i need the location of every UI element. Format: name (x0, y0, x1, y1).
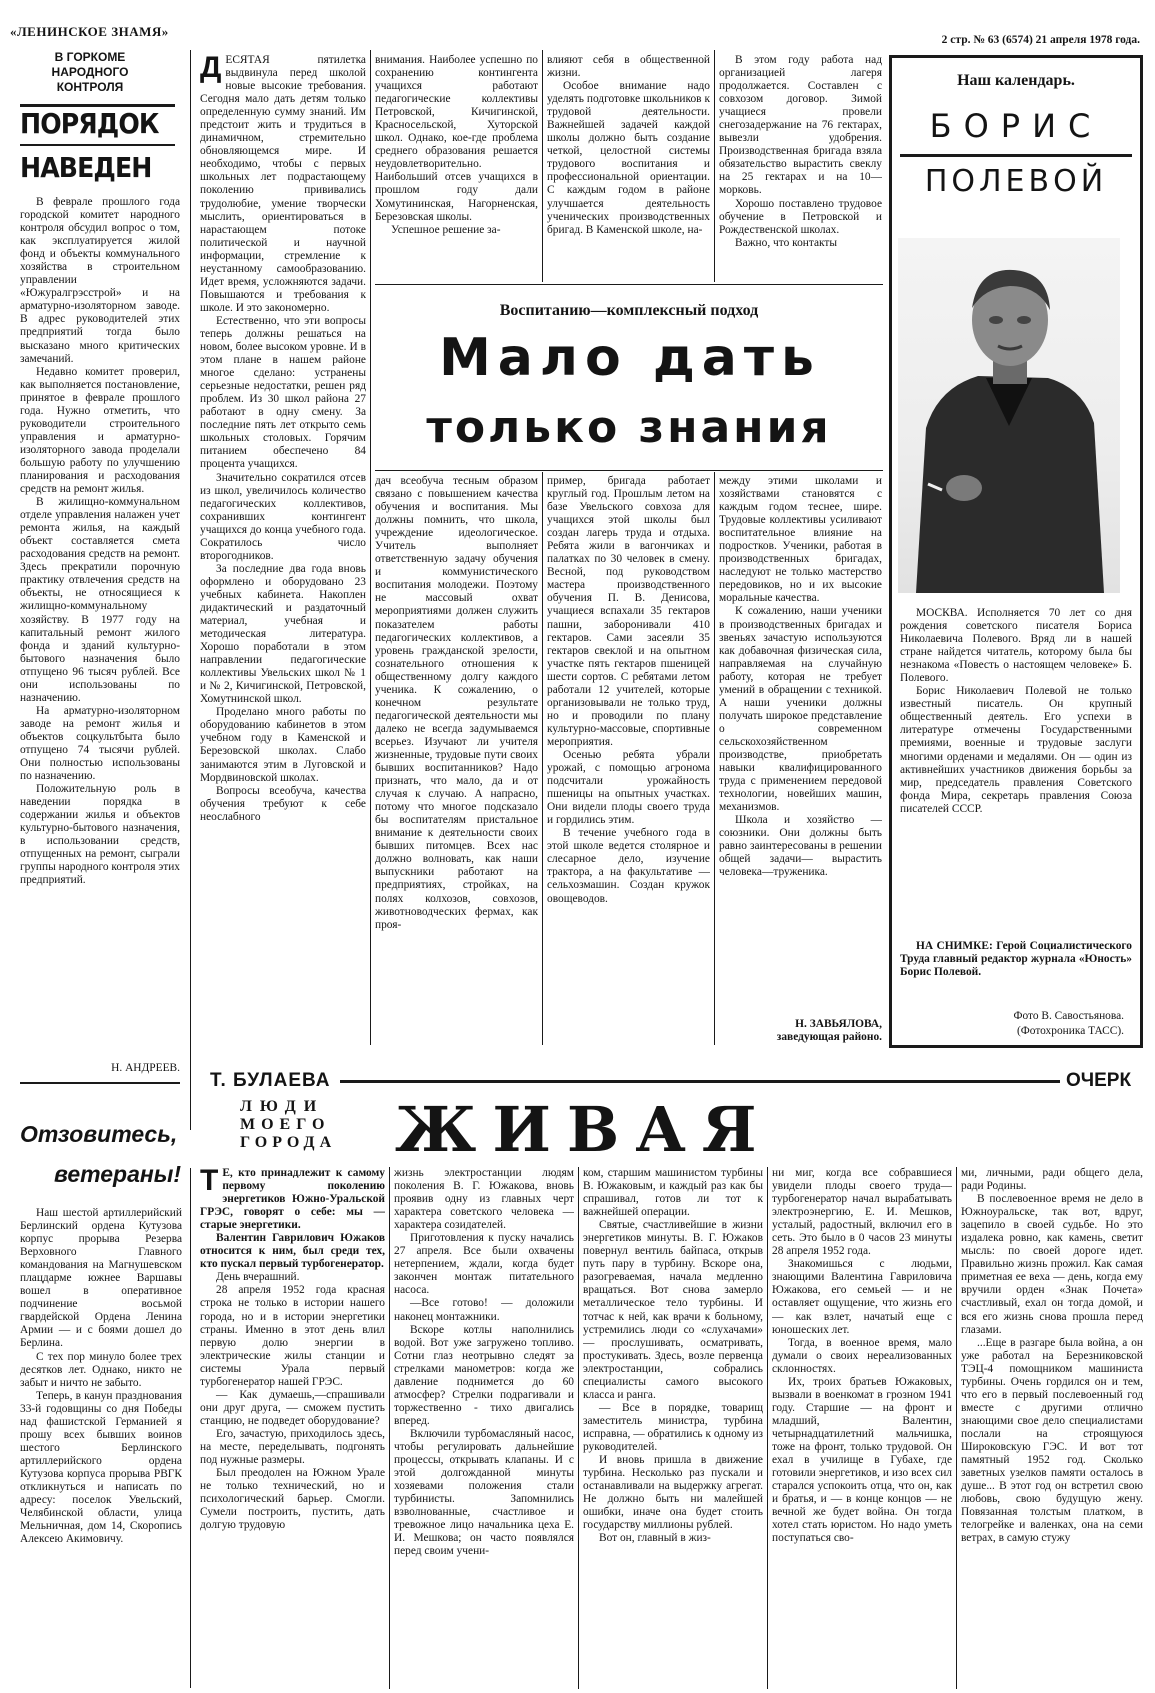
veterans-title-1: Отзовитесь, (20, 1121, 178, 1147)
masthead-paper-name: «ЛЕНИНСКОЕ ЗНАМЯ» (10, 24, 169, 39)
education-headline-top-rule (375, 284, 883, 285)
education-title-1: Мало дать (439, 328, 821, 388)
ocherk-rule-1 (389, 1167, 390, 1689)
calendar-credit-2: (Фотохроника ТАСС). (1016, 1025, 1124, 1037)
ocherk-author: Т. БУЛАЕВА (210, 1070, 331, 1091)
education-column-4: между этими школами и хозяйствами становятся с каждым годом теснее, шире. Трудовые коллективы усиливают воспитательное влияние на подростков. Ученики, работая в производственных бригадах, наследуют не только мастерство передовиков, но и их высокие моральные качества. К сожалению, наши ученики в производственных бригадах и звеньях зачастую используются как добавочная физическая сила, направляемая на случайную работу, которая не требует умений в обращении с техникой. А наши ученики должны получать широкое представление о современном сельскохозяйственном производстве, приобретать навыки квалифицированного труда с применением передовой технологии, новейших машин, механизмов. Школа и хозяйство — союзники. Они должны быть равно заинтересованы в решении общей задачи— вырастить человека—труженика. (719, 475, 882, 879)
control-title-1: ПОРЯДОК (20, 107, 159, 140)
calendar-caption: НА СНИМКЕ: Герой Социалистического Труда главный редактор журнала «Юность» Борис Полевой. (900, 940, 1132, 979)
ocherk-column-5: ми, личными, ради общего дела, ради Родины. В послевоенное время не дело в Южноуральске, так вот, вдруг, зацепило в своей судьбе. Но это издалека ровно, как камень, светит мысль: по своей дороге идет. Правильно жизнь прожил. Как самая приметная ее веха — день, когда ему вручили орден «Знак Почета» счастливый, ехал он тогда домой, и вся его жизнь снова прошла перед глазами. ...Еще в разгаре была война, а он уже работал на Березниковской ТЭЦ-4 помощником машиниста турбины. Очень гордился он и тем, что его в первый послевоенный год вместе с другими отлично знающими свое дело специалистами послали на строящуюся Широковскую ГЭС. И вот тот памятный 1952 год. Сколько заветных узелков памяти осталось в душе... В этот год он встретил свою любовь, свою будущую жену. Повязанная толстым платком, в телогрейке и валенках, она на семи ветрах, в самую стужу (961, 1167, 1143, 1545)
education-column-2: дач всеобуча тесным образом связано с повышением качества обучения и воспитания. Мы должны помнить, что школа, учреждение идеологическое. Учитель выполняет ответственную задачу обучения и коммунистического воспитания молодежи. Поэтому не массовый охват мероприятиями должен служить показателем работы педагогических коллективов, а уровень гражданской зрелости, сознательного отношения к общественному долгу каждого ученика. К сожалению, о конечном результате педагогической деятельности мы далеко не всегда задумываемся всерьез. Изучают ли учителя жизненные, трудовые пути своих бывших воспитанников? Надо признать, что мало, да и от случая к случаю. А напрасно, потому что многое подсказало бы воспитателям пристальное внимание к деятельности своих бывших питомцев. Всех нас должно волновать, как наши выпускники работают на предприятиях, стройках, на полях колхозов, совхозов, животноводческих фермах, как проя- (375, 475, 538, 931)
ocherk-column-4: ни миг, когда все собравшиеся увидели плоды своего труда— турбогенератор начал вырабатывать электроэнергию, Е. И. Мешков, усталый, радостный, включил его в сеть. Это было в 0 часов 23 минуты 28 апреля 1952 года. Знакомишься с людьми, знающими Валентина Гавриловича Южакова, его семьей — и не оставляет ощущение, что жизнь его — как взлет, начатый еще с юношеских лет. Тогда, в военное время, мало думали о своих нереализованных склонностях. Их, троих братьев Южаковых, вызвали в военкомат в грозном 1941 году. Старшие — на фронт и младший, Валентин, четырнадцатилетний мальчишка, тоже на фронт, только трудовой. Он ехал в училище в Губахе, где готовили энергетиков, и изо всех сил старался успокоить отца, что он, как и братья, и — в конце концов — не вечной же будет война. Он тогда хотел стать юристом. Но надо уметь поступаться сво- (772, 1167, 952, 1545)
ocherk-series-3: ГОРОДА (240, 1134, 337, 1151)
control-title-2: НАВЕДЕН (20, 151, 152, 184)
control-article-body: В феврале прошлого года городской комитет народного контроля обсудил вопрос о том, как эксплуатируется жилой фонд и объекты коммунального хозяйства в строительном управлении «Южуралгрэсстрой» и на арматурно-изоляторном заводе. В адрес руководителей этих предприятий тогда было высказано много критических замечаний. Недавно комитет проверил, как выполняется постановление, принятое в феврале прошлого года. Нужно отметить, что руководители строительного управления и арматурно-изоляторного завода проделали большую работу по улучшению планирования и расходования средств на ремонт жилья. В жилищно-коммунальном отделе управления налажен учет ремонта жилья, на каждый объект составляется смета расходования средств на ремонт. Здесь прекратили порочную практику отвлечения средств на объекты, не относящиеся к жилищно-коммунальному хозяйству. В 1977 году на капитальный ремонт жилого фонда и зданий культурно-бытового назначения было отпущено 96 тысяч рублей. Все они использованы по назначению. На арматурно-изоляторном заводе на ремонт жилья и объектов соцкультбыта было отпущено 74 тысячи рублей. Они полностью использованы по назначению. Положительную роль в наведении порядка в содержании жилья и объектов культурно-бытового назначения, в использовании средств, отпущенных на ремонт, сыграли группы народного контроля этих предприятий. (20, 196, 180, 887)
calendar-kicker: Наш календарь. (957, 72, 1075, 89)
calendar-body: МОСКВА. Исполняется 70 лет со дня рождения советского писателя Бориса Николаевича Полевого. Вряд ли в нашей стране найдется читатель, которому была бы незнакома «Повесть о настоящем человеке» Б. Полевого. Борис Николаевич Полевой не только известный писатель. Он крупный общественный деятель. Его успехи в литературе отмечены Государственными премиями, военные и трудовые заслуги многими орденами и медалями. Он — один из активнейших участников движения борьбы за мир, председатель правления Советского фонда Мира, секретарь правления Союза писателей СССР. (900, 607, 1132, 815)
ocherk-column-1: Т Е, кто принадлежит к самому первому поколению энергетиков Южно-Уральской ГРЭС, говорят о себе: мы — старые энергетики. Валентин Гаврилович Южаков относится к ним, был среди тех, кто пускал первый турбогенератор. День вчерашний. 28 апреля 1952 года красная строка не только в истории нашего города, но и в истории энергетики страны. Именно в этот день влил первую долю энергии в электрические жилы станции и системы Урала первый турбогенератор нашей ГРЭС. — Как думаешь,—спрашивали они друг друга, — сможем пустить станцию, не подведет оборудование? Его, зачастую, приходилось здесь, на месте, переделывать, подгонять под нужные размеры. Был преодолен на Южном Урале не только технический, но и психологический барьер. Смогли. Сумели построить, пустить, дать долгую трудовую (200, 1167, 385, 1532)
edu-rule-1 (370, 50, 371, 1045)
education-column-3: пример, бригада работает круглый год. Прошлым летом на базе Увельского совхоза для учащихся этой школы был создан лагерь труда и отдыха. Ребята жили в вагончиках и палатках по 30 человек в смену. Весной, под руководством мастера производственного обучения П. В. Денисова, учащиеся вспахали 35 гектаров пашни, заборонивали 410 гектаров. Сами засеяли 35 гектаров свеклой и на опытном участке пять гектаров пшеницей шести сортов. С ребятами летом работали 12 учителей, которые организовывали не только труд, но и проводили по плану культурно-массовые, спортивные мероприятия. Осенью ребята убрали урожай, с помощью агронома подсчитали урожайность пшеницы на опытных участках. Они видели плоды своего труда и гордились этим. В течение учебного года в этой школе ведется столярное и слесарное дело, изучение трактора, а на факультативе — сельхозмашин. Создан кружок овощеводов. (547, 475, 710, 905)
calendar-name-1: БОРИС (929, 107, 1103, 145)
edu-rule-2-top (542, 50, 543, 282)
ocherk-header-rule (340, 1080, 1060, 1083)
ocherk-rule-4 (956, 1167, 957, 1689)
control-rubric: В ГОРКОМЕ НАРОДНОГО КОНТРОЛЯ (51, 50, 129, 94)
ocherk-rubric: ОЧЕРК (1066, 1070, 1132, 1091)
veterans-body: Наш шестой артиллерийский Берлинский ордена Кутузова корпус прорыва Резерва Верховного Главного командования на Магнушевском плацдарме южнее Варшавы вошел в оперативное подчинение восьмой гвардейской Ордена Ленина Армии — и с боями дошел до Берлина. С тех пор минуло более трех десятков лет. Однако, никто не забыт и ничто не забыто. Теперь, в канун празднования 33-й годовщины со дня Победы над фашистской Германией я прошу всех бывших воинов шестого Берлинского артиллерийского ордена Кутузова корпуса прорыва РВГК откликнуться и написать по адресу: поселок Увельский, Челябинской области, улица Мельничная, дом 14, Скоропись Алексею Акимовичу. (20, 1207, 182, 1546)
ocherk-series-2: МОЕГО (240, 1116, 331, 1133)
calendar-name-2: ПОЛЕВОЙ (924, 164, 1108, 199)
column-rule-left (190, 50, 191, 1130)
calendar-credit-1: Фото В. Савостьянова. (1013, 1010, 1124, 1022)
ocherk-title: ЖИВАЯ (395, 1093, 773, 1166)
ocherk-series-1: ЛЮДИ (240, 1098, 325, 1115)
education-headline-bottom-rule (375, 470, 883, 471)
education-title-2: только знания (426, 402, 832, 453)
control-mid-rule (20, 144, 175, 146)
ocherk-rule-3 (767, 1167, 768, 1689)
ocherk-column-3: ком, старшим машинистом турбины В. Южаковым, и каждый раз как бы спрашивал, готов ли тот к важнейшей операции. Святые, счастливейшие в жизни энергетиков минуты. В. Г. Южаков повернул вентиль байпаса, открыв путь пару в турбину. Вскоре она, разогреваемая, начала медленно вращаться. Вот снова замерло металлическое тело турбины. И тотчас к ней, как врачи к больному, устремились люди со «слухачами» — прослушивать, осматривать, простукивать. Здесь, возле первенца электростанции, собрались специалисты самого высокого класса и ранга. — Все в порядке, товарищ заместитель министра, турбина исправна, — обратились к одному из руководителей. И вновь пришла в движение турбина. Несколько раз пускали и останавливали на выдержку агрегат. Не должно быть ни малейшей ошибки, иначе она будет стоить государству миллионы рублей. Вот он, главный в жиз- (583, 1167, 763, 1545)
edu-rule-2 (542, 472, 543, 1045)
portrait-photo (898, 238, 1120, 593)
education-dropcap: Д (200, 54, 222, 84)
edu-rule-3 (714, 472, 715, 1045)
control-bottom-rule (20, 1082, 180, 1084)
calendar-name-rule (900, 154, 1132, 157)
education-column-3-top: влияют себя в общественной жизни. Особое внимание надо уделять подготовке школьников к трудовой деятельности. Важнейшей задачей каждой школы должно быть создание четкой, целостной системы трудового воспитания и профессиональной ориентации. С каждым годом в районе улучшается деятельность ученических производственных бригад. В Каменской школе, на- (547, 54, 710, 236)
ocherk-column-2: жизнь электростанции людям поколения В. Г. Южакова, вновь проявив одну из главных черт характера советского человека — характера созидателей. Приготовления к пуску начались 27 апреля. Все были охвачены нетерпением, ждали, когда будет закончен монтаж питательного насоса. —Все готово! — доложили наконец монтажники. Вскоре котлы наполнились водой. Вот уже загружено топливо. Сотни глаз неотрывно следят за стрелками манометров: когда же давление поднимется до 60 атмосфер? Стрелки подрагивали и торжественно - тихо двигались вперед. Включили турбомасляный насос, чтобы регулировать дальнейшие процессы, открывать клапаны. И с этой долгожданной минуты хозяевами положения стали турбинисты. Запомнились взволнованные, счастливое и тревожное лицо начальника цеха Е. И. Мешкова; он часто появлялся перед своим учени- (394, 1167, 574, 1558)
column-rule-left-lower (190, 1168, 191, 1688)
ocherk-rule-2 (578, 1167, 579, 1689)
education-column-4-top: В этом году работа над организацией лагеря продолжается. Составлен с совхозом договор. Зимой учащиеся провели снегозадержание на 76 гектарах, вывезли удобрения. Производственная бригада взяла обязательство вырастить свеклу на 25 гектарах и на 10— морковь. Хорошо поставлено трудовое обучение в Петровской и Рождественской школах. Важно, что контакты (719, 54, 882, 249)
education-kicker: Воспитанию—комплексный подход (499, 302, 759, 319)
education-author-title: заведующая районо. (776, 1031, 882, 1043)
masthead-issue: 2 стр. № 63 (6574) 21 апреля 1978 года. (941, 34, 1140, 46)
edu-rule-3-top (714, 50, 715, 282)
ocherk-dropcap: Т (200, 1167, 219, 1197)
education-column-1: Д ЕСЯТАЯ пятилетка выдвинула перед школой новые высокие требования. Сегодня мало дать детям только определенную сумму знаний. Им предстоит жить и трудиться в динамичном, стремительно обновляющемся мире. И необходимо, чтобы с первых школьных лет подрастающему поколению прививались трудолюбие, умение творчески мыслить, ориентироваться в нарастающем потоке политической и научной информации, стремление к неустанному самообразованию. Идет время, усложняются задачи. Повышаются и требования к школе. И это закономерно. Естественно, что эти вопросы теперь должны решаться на новом, более высоком уровне. И в этом плане в нашем районе многое сделано: устранены серьезные недостатки, решен ряд проблем. Из 30 школ района 27 работают в одну смену. За последние пять лет открыто семь школьных столовых. Горячим питанием обеспечено 84 процента учащихся. Значительно сократился отсев из школ, увеличилось количество педагогических коллективов, сохранивших контингент учащихся до конца учебного года. Сократилось число второгодников. За последние два года вновь оформлено и оборудовано 23 учебных кабинета. Накоплен дидактический и раздаточный материал, учебная и методическая литература. Хорошо поработали в этом направлении педагогические коллективы Увельских школ № 1 и № 2, Кичигинской, Петровской, Хомутнинской школ. Проделано много работы по оборудованию кабинетов в этом учебном году в Каменской и Березовской школах. Слабо занимаются этим в Луговской и Мордвиновской школах. Вопросы всеобуча, качества обучения требуют к себе неослабного (200, 54, 366, 823)
education-column-2-top: внимания. Наиболее успешно по сохранению контингента учащихся работают педагогические коллективы Петровской, Кичигинской, Красносельской, Хуторской школ. Однако, кое-где проблема среднего образования решается неудовлетворительно. Наибольший отсев учащихся в прошлом году дали Хомутининская, Нагорненская, Березовская школы. Успешное решение за- (375, 54, 538, 236)
control-author: Н. АНДРЕЕВ. (111, 1062, 180, 1074)
veterans-title-2: ветераны! (54, 1161, 182, 1187)
education-author-name: Н. ЗАВЬЯЛОВА, (795, 1018, 882, 1030)
